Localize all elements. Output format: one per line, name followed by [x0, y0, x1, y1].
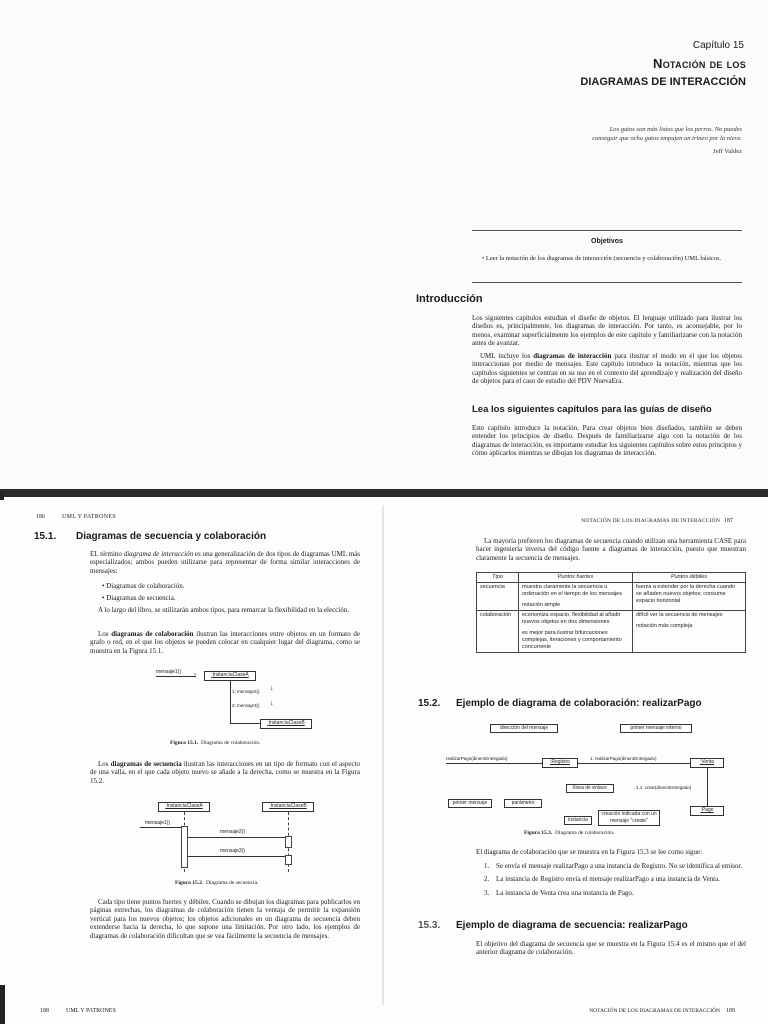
- left-paragraph-4: [90, 760, 360, 785]
- table-header-fuertes: Puntos fuertes: [519, 573, 633, 583]
- fig2-caption-label: Figura 15.2.: [175, 880, 204, 886]
- intro-paragraph-2: [472, 352, 742, 386]
- table-header-row: [477, 573, 746, 583]
- fig3-msg-internal: 1: realizarPago(dineroEntregado): [590, 756, 657, 761]
- lp1-italic: diagrama de interacción: [123, 550, 194, 558]
- right-paragraph-3: El objetivo del diagrama de secuencia que se muestra en la Figura 15.4 es el mismo que el del anterior diagrama de colaboración.: [476, 940, 746, 957]
- table-cell-debiles: [633, 583, 746, 611]
- table-cell-line: fuerza a extender por la derecha cuando se añaden nuevos objetos; consume espacio horizontal: [636, 584, 736, 604]
- left-section-number: 15.1.: [34, 531, 57, 542]
- step-text: La instancia de Venta crea una instancia de Pago.: [496, 888, 634, 897]
- lp1-b: es una generalización de dos tipos de diagramas UML más especializados; ambos pueden utilizarse para representar de forma similar interacciones de mensajes:: [90, 550, 360, 575]
- table-cell-line: difícil ver la secuencia de mensajes: [636, 612, 723, 618]
- epigraph-line2: conseguir que ocho gatos empujen un trineo por la nieve.: [592, 134, 742, 142]
- fig2-msg3-arrow: [188, 856, 285, 857]
- lp4-bold: diagramas de secuencia: [110, 760, 182, 768]
- step-text: La instancia de Registro envía el mensaje realizarPago a una instancia de Venta.: [496, 875, 720, 884]
- fig3-caption: [524, 830, 614, 836]
- right-steps-list: [484, 862, 746, 897]
- footer-left-number: 188: [40, 1008, 49, 1014]
- fig1-msg2: 1: mensaje2(): [232, 689, 260, 694]
- epigraph-author: Jeff Valdez: [713, 148, 742, 155]
- fig1-msg1-arrowhead: ›: [194, 672, 196, 678]
- step-item: 2. La instancia de Registro envía el mensaje realizarPago a una instancia de Venta.: [484, 875, 720, 884]
- fig3-msg-main-arrow: [446, 763, 542, 764]
- right-paragraph-1: La mayoría prefieren los diagramas de secuencia cuando utilizan una herramienta CASE para hacer ingeniería inversa del código fuente a diagramas de interacción, puesto que muestran claramente la secuencia de mensajes.: [476, 537, 746, 562]
- right-section3-title: Ejemplo de diagrama de secuencia: realizarPago: [456, 920, 688, 931]
- lp3-b: ilustran las interacciones entre objetos en un formato de grafo o red, en el que los objetos se pueden colocar en cualquier lugar del diagrama, como se muestra en la Figura 15.1.: [90, 630, 361, 655]
- fig1-msg1: mensaje1(): [156, 669, 182, 675]
- footer-left-head: UML Y PATRONES: [66, 1008, 116, 1014]
- fig3-note-instance: instancia: [564, 816, 592, 825]
- fig1-msg1-arrow: [156, 676, 196, 677]
- step-item: 3. La instancia de Venta crea una instancia de Pago.: [484, 888, 634, 897]
- fig2-caption: [175, 880, 258, 886]
- fig3-object-pago: :Pago: [690, 806, 724, 816]
- guide-paragraph: Este capítulo introduce la notación. Para crear objetos bien diseñados, también se deben entender los principios de diseño. Después de familiarizarse algo con la notación de los diagramas de interacción, es importante estudiar los siguientes capítulos sobre estos principios y cómo aplicarlos mientras se dibujan los diagramas de interacción.: [472, 424, 742, 458]
- fig3-venta-pago-link: [707, 768, 708, 806]
- table-cell-fuertes: [519, 611, 633, 653]
- strengths-weaknesses-table: [476, 572, 746, 653]
- right-section3-number: 15.3.: [418, 920, 441, 931]
- step-text: Se envía el mensaje realizarPago a una instancia de Registro. No se identifica al emisor.: [496, 862, 743, 870]
- fig3-object-registro: :Registro: [542, 758, 578, 768]
- left-page-number: 186: [36, 514, 45, 520]
- table-cell-line: notación simple: [522, 602, 561, 608]
- table-row: [477, 583, 746, 611]
- chapter-title-line2: DIAGRAMAS DE INTERACCIÓN: [580, 76, 746, 88]
- objectives-heading: Objetivos: [591, 238, 623, 245]
- left-bullet-1: • Diagramas de colaboración.: [102, 582, 185, 590]
- table-cell-line: muestra claramente la secuencia u ordenación en el tiempo de los mensajes: [522, 584, 622, 597]
- left-bullet-list: [102, 582, 352, 603]
- objectives-rule-top: [472, 230, 742, 231]
- table-cell-tipo: colaboración: [477, 611, 519, 653]
- fig1-caption-label: Figura 15.1.: [170, 740, 199, 746]
- epigraph: [520, 126, 742, 157]
- fig3-object-venta: :Venta: [690, 758, 724, 768]
- left-paragraph-3: [90, 630, 360, 655]
- guide-heading: Lea los siguientes capítulos para las guías de diseño: [472, 404, 712, 415]
- intro-p2-b: para ilustrar el modo en el que los objetos interaccionan por medio de mensajes. Este capítulo introduce la notación, mientras que los capítulos siguientes se centran en su uso en el contexto del aprendizaje y realización del diseño de objetos para el caso de estudio del PDV NuevaEra.: [472, 352, 742, 386]
- table-cell-line: notación más compleja: [636, 623, 693, 629]
- fig2-msg1-arrow: [140, 827, 181, 828]
- right-section2-number: 15.2.: [418, 698, 441, 709]
- left-bullet-2-text: Diagramas de secuencia.: [106, 594, 176, 603]
- right-running-head: NOTACIÓN DE LOS DIAGRAMAS DE INTERACCIÓN: [581, 518, 720, 524]
- objectives-item: [482, 255, 740, 263]
- fig3-caption-label: Figura 15.3.: [524, 830, 553, 836]
- table-cell-tipo: secuencia: [477, 583, 519, 611]
- left-bullet-2: • Diagramas de secuencia.: [102, 594, 176, 603]
- left-running-head: UML Y PATRONES: [62, 514, 116, 520]
- fig2-activation-b1: [285, 836, 292, 848]
- lp1-a: EL término: [90, 550, 124, 558]
- left-bullet-1-text: Diagramas de colaboración.: [106, 582, 185, 590]
- right-page-number: 187: [724, 518, 733, 524]
- footer-right-head: NOTACIÓN DE LOS DIAGRAMAS DE INTERACCIÓN: [589, 1008, 720, 1014]
- lp4-a: Los: [98, 760, 111, 768]
- fig3-msg-main: realizarPago(dineroEntregado): [446, 756, 508, 761]
- fig3-note-first-internal: primer mensaje interno: [620, 724, 692, 733]
- fig3-msg-create: 1.1: crear(dineroEntregado): [636, 785, 692, 790]
- intro-p2-a: UML incluye los: [480, 352, 534, 360]
- lp3-bold: diagramas de colaboración: [111, 630, 194, 638]
- fig2-msg2-arrow: [188, 837, 285, 838]
- fig2-msg2: mensaje2(): [220, 829, 246, 835]
- right-paragraph-2: El diagrama de colaboración que se muestra en la Figura 15.3 se lee como sigue:: [476, 848, 703, 856]
- fig2-msg1: mensaje1(): [145, 820, 171, 826]
- objectives-bullet: •: [482, 255, 486, 262]
- step-item: 1. Se envía el mensaje realizarPago a una instancia de Registro. No se identifica al emisor.: [484, 862, 743, 870]
- fig1-object-b: :InstanciaClaseB: [260, 719, 312, 729]
- fig2-activation-b2: [285, 855, 292, 865]
- fig1-msg3-arrow: ↓: [270, 700, 274, 707]
- left-paragraph-1: [90, 550, 360, 575]
- left-paragraph-2: A lo largo del libro, se utilizarán ambos tipos, para remarcar la flexibilidad en la elección.: [98, 606, 350, 614]
- fig1-caption-text: Diagrama de colaboración.: [201, 740, 261, 746]
- fig1-link-horizontal: [230, 723, 260, 724]
- objectives-rule-bottom: [472, 282, 742, 283]
- fig2-object-a: :InstanciaClaseA: [158, 802, 210, 812]
- fig3-note-first-msg: primer mensaje: [448, 799, 492, 808]
- right-section2-title: Ejemplo de diagrama de colaboración: realizarPago: [456, 698, 702, 709]
- left-paragraph-5: Cada tipo tiene puntos fuertes y débiles. Cuando se dibujan los diagramas para publicarlos en páginas estrechas, los diagramas de colaboración tienen la ventaja de permitir la expansión vertical para los nuevos objetos; los objetos adicionales en un diagrama de secuencia deben extenderse hacia la derecha, lo que supone una limitación. Por otro lado, los ejemplos de diagramas de colaboración dificultan que se vea fácilmente la secuencia de mensajes.: [90, 898, 360, 940]
- left-section-title: Diagramas de secuencia y colaboración: [76, 531, 267, 542]
- fig2-activation-a: [181, 826, 188, 868]
- chapter-title-line1: Notación de los: [653, 56, 746, 71]
- table-header-tipo: Tipo: [477, 573, 519, 583]
- fig2-object-b: :InstanciaClaseB: [262, 802, 314, 812]
- chapter-label: Capítulo 15: [692, 40, 744, 51]
- table-cell-line: economiza espacio, flexibilidad al añadir nuevos objetos en dos dimensiones: [522, 612, 621, 625]
- intro-heading: Introducción: [416, 293, 483, 305]
- table-row: [477, 611, 746, 653]
- fig2-caption-text: Diagrama de secuencia.: [206, 880, 259, 886]
- table-header-debiles: Puntos débiles: [633, 573, 746, 583]
- fig1-msg2-arrow: ↓: [270, 685, 274, 692]
- fig3-note-direction: dirección del mensaje: [490, 724, 558, 733]
- fig1-object-a: :InstanciaClaseA: [204, 671, 256, 681]
- fig1-link-vertical: [230, 681, 231, 723]
- footer-right-number: 189: [726, 1008, 735, 1014]
- fig3-caption-text: Diagrama de colaboración.: [555, 830, 615, 836]
- scan-separator: [0, 489, 768, 497]
- table-cell-line: es mejor para ilustrar bifurcaciones complejas, iteraciones y comportamiento concurrente: [522, 630, 622, 650]
- intro-p2-bold: diagramas de interacción: [533, 352, 612, 360]
- fig3-note-link: línea de enlace: [566, 784, 614, 793]
- table-cell-debiles: [633, 611, 746, 653]
- chapter-opener-page: [0, 0, 768, 492]
- objectives-item-text: Leer la notación de los diagramas de interacción (secuencia y colaboración) UML básicos.: [485, 255, 722, 262]
- spread-gutter: [382, 505, 384, 1005]
- lp3-a: Los: [98, 630, 112, 638]
- epigraph-line1: Los gatos son más listos que los perros. No puedes: [609, 126, 742, 133]
- fig3-note-param: parámetro: [504, 799, 542, 808]
- fig3-link-line: [578, 763, 690, 764]
- intro-paragraph-1: Los siguientes capítulos estudian el diseño de objetos. El lenguaje utilizado para ilustrar los diseños es, principalmente, los diagramas de interacción. Por tanto, es aconsejable, por lo menos, examinar superficialmente los ejemplos de este capítulo y familiarizarse con la notación antes de avanzar.: [472, 314, 742, 348]
- scan-edge-bottom-left: [0, 985, 5, 1024]
- fig3-note-create: creación indicada con un mensaje "create": [598, 810, 660, 826]
- fig1-msg3: 2: mensaje3(): [232, 703, 260, 708]
- lp4-b: ilustran las interacciones en un tipo de formato con el aspecto de una valla, en el que cada objeto nuevo se añade a la derecha, como se muestra en la Figura 15.2.: [90, 760, 361, 785]
- fig1-caption: [170, 740, 260, 746]
- fig2-msg3: mensaje3(): [220, 848, 246, 854]
- table-cell-fuertes: [519, 583, 633, 611]
